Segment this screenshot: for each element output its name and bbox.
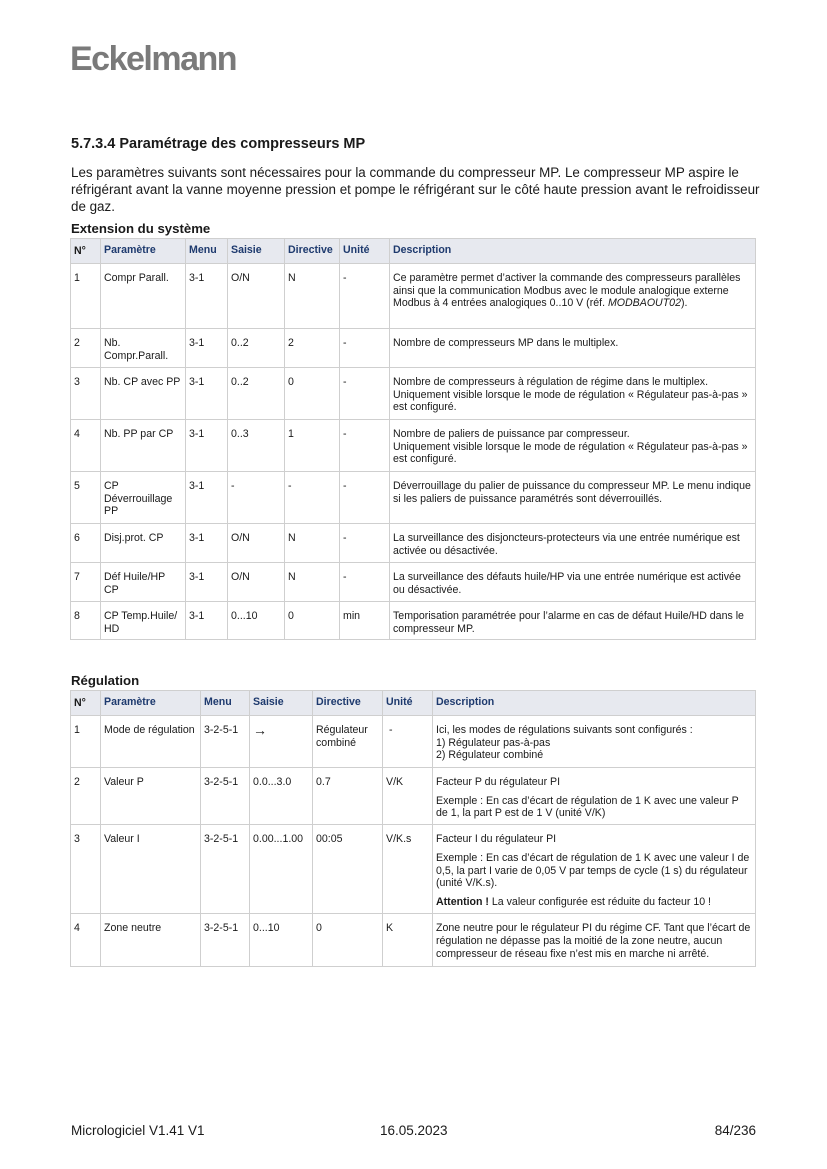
cell-unite: V/K.s: [383, 825, 433, 914]
attention-text: La valeur configurée est réduite du facteur 10 !: [488, 895, 711, 908]
cell-saisie: 0..2: [228, 368, 285, 420]
company-logo: Eckelmann: [70, 40, 237, 78]
desc-end: ).: [680, 297, 688, 310]
col-header-parametre: Paramètre: [101, 691, 201, 716]
cell-no: 1: [71, 716, 101, 768]
cell-param: Disj.prot. CP: [101, 524, 186, 563]
cell-saisie: 0..2: [228, 329, 285, 368]
desc-reference: MODBAOUT02: [607, 297, 681, 310]
table-row: [71, 563, 756, 602]
cell-directive: 0: [313, 914, 383, 967]
cell-param: CP Déverrouillage PP: [101, 472, 186, 524]
table-row: [71, 264, 756, 329]
cell-menu: 3-1: [186, 368, 228, 420]
footer-date: 16.05.2023: [380, 1123, 448, 1138]
cell-no: 2: [71, 768, 101, 825]
cell-param: Déf Huile/HP CP: [101, 563, 186, 602]
col-header-parametre: Paramètre: [101, 239, 186, 264]
cell-directive: 1: [285, 420, 340, 472]
cell-directive: 2: [285, 329, 340, 368]
desc-text: Ici, les modes de régulations suivants sont configurés :: [436, 724, 693, 736]
col-header-directive: Directive: [285, 239, 340, 264]
footer-firmware-version: Micrologiciel V1.41 V1: [71, 1123, 205, 1138]
cell-saisie: -: [228, 472, 285, 524]
cell-directive: N: [285, 524, 340, 563]
col-header-description: Description: [390, 239, 756, 264]
cell-unite: -: [383, 716, 433, 768]
cell-no: 3: [71, 825, 101, 914]
col-header-saisie: Saisie: [228, 239, 285, 264]
cell-menu: 3-1: [186, 472, 228, 524]
table-header-row: [71, 239, 756, 264]
cell-param: Compr Parall.: [101, 264, 186, 329]
cell-no: 4: [71, 914, 101, 967]
desc-text: Facteur I du régulateur PI: [436, 833, 557, 846]
col-header-unite: Unité: [383, 691, 433, 716]
cell-description: La surveillance des défauts huile/HP via une entrée numérique est activée ou désactivée.: [390, 563, 756, 602]
system-extension-table: [70, 238, 756, 640]
table-row: [71, 602, 756, 640]
desc-option-1: 1) Régulateur pas-à-pas: [436, 736, 551, 749]
desc-option-2: 2) Régulateur combiné: [436, 749, 544, 762]
cell-param: Valeur P: [101, 768, 201, 825]
cell-no: 3: [71, 368, 101, 420]
col-header-no: N°: [71, 239, 101, 264]
cell-description: [390, 368, 756, 420]
desc-text: Facteur P du régulateur PI: [436, 776, 561, 788]
col-header-menu: Menu: [186, 239, 228, 264]
footer-page-number: 84/236: [714, 1123, 756, 1138]
cell-description: [390, 420, 756, 472]
cell-no: 5: [71, 472, 101, 524]
regulation-table: [70, 690, 756, 967]
table-row: [71, 914, 756, 967]
cell-unite: -: [340, 524, 390, 563]
cell-menu: 3-1: [186, 329, 228, 368]
cell-param: Valeur I: [101, 825, 201, 914]
cell-unite: min: [340, 602, 390, 640]
col-header-menu: Menu: [201, 691, 250, 716]
cell-saisie: 0...10: [250, 914, 313, 967]
cell-unite: -: [340, 563, 390, 602]
cell-directive: N: [285, 264, 340, 329]
attention-label: Attention !: [436, 895, 489, 908]
cell-no: 4: [71, 420, 101, 472]
cell-param: Nb. Compr.Parall.: [101, 329, 186, 368]
cell-directive: 0: [285, 602, 340, 640]
cell-menu: 3-1: [186, 602, 228, 640]
col-header-no: N°: [71, 691, 101, 716]
col-header-saisie: Saisie: [250, 691, 313, 716]
cell-param: CP Temp.Huile/ HD: [101, 602, 186, 640]
col-header-directive: Directive: [313, 691, 383, 716]
intro-paragraph: Les paramètres suivants sont nécessaires pour la commande du compresseur MP. Le compresseur MP aspire le réfrigérant avant la vanne moyenne pression et pompe le réfrigérant sur le côté haute pression avant le refroidisseur de gaz.: [71, 165, 760, 214]
desc-note: Uniquement visible lorsque le mode de régulation « Régulateur pas-à-pas » est configuré.: [393, 440, 748, 466]
table-row: [71, 368, 756, 420]
cell-menu: 3-1: [186, 420, 228, 472]
cell-menu: 3-2-5-1: [201, 716, 250, 768]
cell-no: 7: [71, 563, 101, 602]
cell-saisie: O/N: [228, 524, 285, 563]
cell-description: Temporisation paramétrée pour l’alarme en cas de défaut Huile/HD dans le compresseur MP.: [390, 602, 756, 640]
desc-note: Uniquement visible lorsque le mode de régulation « Régulateur pas-à-pas » est configuré.: [393, 388, 748, 414]
cell-unite: -: [340, 329, 390, 368]
cell-saisie: O/N: [228, 264, 285, 329]
cell-unite: -: [340, 264, 390, 329]
cell-saisie: 0.0...3.0: [250, 768, 313, 825]
table-row: [71, 329, 756, 368]
desc-text: Nombre de compresseurs à régulation de régime dans le multiplex.: [393, 376, 709, 388]
table-row: [71, 825, 756, 914]
col-header-description: Description: [433, 691, 756, 716]
cell-description: [390, 264, 756, 329]
arrow-right-icon: →: [253, 722, 267, 738]
cell-unite: -: [340, 420, 390, 472]
cell-saisie: O/N: [228, 563, 285, 602]
cell-description: Zone neutre pour le régulateur PI du régime CF. Tant que l’écart de régulation ne dépasse pas la moitié de la zone neutre, aucun compresseur de réseau fixe n’est mis en marche ni arrêté.: [433, 914, 756, 967]
cell-menu: 3-1: [186, 563, 228, 602]
desc-text: Nombre de paliers de puissance par compresseur.: [393, 428, 630, 440]
desc-example: Exemple : En cas d’écart de régulation de 1 K avec une valeur P de 1, la part P est de 1 V (unité V/K): [436, 794, 739, 820]
cell-description: La surveillance des disjoncteurs-protecteurs via une entrée numérique est activée ou désactivée.: [390, 524, 756, 563]
cell-param: Nb. CP avec PP: [101, 368, 186, 420]
table-row: [71, 472, 756, 524]
cell-directive: N: [285, 563, 340, 602]
cell-description: [433, 825, 756, 914]
section-heading: 5.7.3.4 Paramétrage des compresseurs MP: [71, 136, 366, 152]
desc-attention: [436, 896, 752, 909]
cell-no: 6: [71, 524, 101, 563]
cell-description: [433, 716, 756, 768]
table-row: [71, 768, 756, 825]
cell-unite: V/K: [383, 768, 433, 825]
cell-description: [433, 768, 756, 825]
cell-no: 1: [71, 264, 101, 329]
table-row: [71, 420, 756, 472]
cell-param: Mode de régulation: [101, 716, 201, 768]
table-row: [71, 716, 756, 768]
cell-menu: 3-1: [186, 524, 228, 563]
cell-param: Zone neutre: [101, 914, 201, 967]
cell-saisie: 0...10: [228, 602, 285, 640]
cell-unite: K: [383, 914, 433, 967]
cell-directive: Régulateur combiné: [313, 716, 383, 768]
cell-unite: -: [340, 368, 390, 420]
cell-no: 2: [71, 329, 101, 368]
table1-title: Extension du système: [71, 221, 211, 236]
cell-no: 8: [71, 602, 101, 640]
cell-directive: -: [285, 472, 340, 524]
table-header-row: [71, 691, 756, 716]
cell-menu: 3-2-5-1: [201, 825, 250, 914]
cell-directive: 00:05: [313, 825, 383, 914]
cell-menu: 3-2-5-1: [201, 914, 250, 967]
desc-example: Exemple : En cas d’écart de régulation de 1 K avec une valeur I de 0,5, la part I varie de 0,05 V par temps de cycle (1 s) du régulateur (unité V/K.s).: [436, 851, 750, 890]
cell-saisie: 0.00...1.00: [250, 825, 313, 914]
cell-unite: -: [340, 472, 390, 524]
cell-menu: 3-1: [186, 264, 228, 329]
desc-text: Ce paramètre permet d’activer la commande des compresseurs parallèles ainsi que la communication Modbus avec le module analogique externe Modbus à 4 entrées analogiques 0..10 V (réf.: [393, 272, 741, 310]
cell-menu: 3-2-5-1: [201, 768, 250, 825]
cell-directive: 0.7: [313, 768, 383, 825]
table2-title: Régulation: [71, 673, 140, 688]
cell-saisie: 0..3: [228, 420, 285, 472]
table-row: [71, 524, 756, 563]
cell-description: Nombre de compresseurs MP dans le multiplex.: [390, 329, 756, 368]
cell-param: Nb. PP par CP: [101, 420, 186, 472]
cell-description: Déverrouillage du palier de puissance du compresseur MP. Le menu indique si les paliers de puissance paramétrés sont déverrouillés.: [390, 472, 756, 524]
cell-directive: 0: [285, 368, 340, 420]
col-header-unite: Unité: [340, 239, 390, 264]
cell-saisie: [250, 716, 313, 768]
